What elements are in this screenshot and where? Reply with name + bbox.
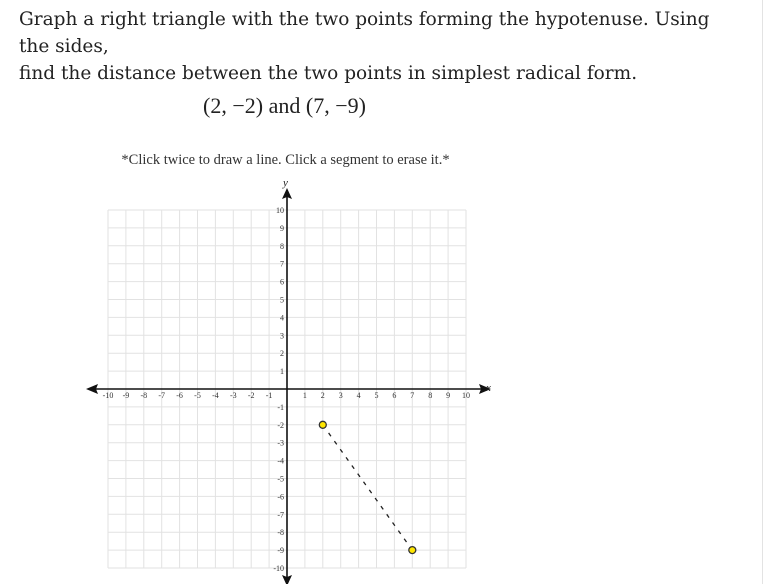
x-tick-label: 10 <box>462 391 470 400</box>
question-line-1: Graph a right triangle with the two points forming the hypotenuse. Using the sides, <box>19 9 710 57</box>
graph-tick-labels <box>103 177 491 573</box>
x-tick-label: 8 <box>428 391 433 400</box>
points-y1: −2 <box>232 93 256 118</box>
x-tick-label: -9 <box>122 391 130 400</box>
y-tick-label: 3 <box>280 331 284 341</box>
x-tick-label: -8 <box>140 391 148 400</box>
x-tick-label: -7 <box>158 391 166 400</box>
y-tick-label: 4 <box>280 313 284 323</box>
x-tick-label: 1 <box>302 391 307 400</box>
points-mid: ) and (7, <box>255 93 336 118</box>
x-tick-label: -10 <box>102 391 114 400</box>
plotted-point[interactable] <box>319 421 326 428</box>
y-tick-label: 10 <box>276 206 284 215</box>
x-tick-label: 5 <box>374 391 379 400</box>
y-tick-label: 8 <box>280 241 284 251</box>
hypotenuse-segment[interactable] <box>323 425 413 550</box>
y-tick-label: -1 <box>277 402 284 412</box>
instruction-text: *Click twice to draw a line. Click a segment to erase it.* <box>121 152 450 168</box>
y-tick-label: 7 <box>280 259 284 269</box>
y-tick-label: 6 <box>280 277 284 287</box>
points-open-1: (2, <box>203 93 233 118</box>
graph-segments[interactable] <box>323 425 413 550</box>
points-close: ) <box>358 93 366 118</box>
y-tick-label: 9 <box>280 223 284 233</box>
y-tick-label: -6 <box>277 492 284 502</box>
x-tick-label: -6 <box>176 391 183 400</box>
x-tick-label: 2 <box>320 391 325 400</box>
x-tick-label: -4 <box>212 391 219 400</box>
x-tick-label: -1 <box>265 391 273 400</box>
x-tick-label: 7 <box>410 391 415 400</box>
x-tick-label: -2 <box>247 391 255 400</box>
y-tick-label: -8 <box>277 528 284 538</box>
x-tick-label: -3 <box>229 391 237 400</box>
x-tick-label: 4 <box>356 391 361 400</box>
plotted-point[interactable] <box>409 547 416 554</box>
y-tick-label: 1 <box>280 367 284 377</box>
y-tick-label: -3 <box>277 438 284 448</box>
y-tick-label: 5 <box>280 295 284 305</box>
x-tick-label: 9 <box>446 391 451 400</box>
graph-points[interactable] <box>319 421 416 553</box>
y-tick-label: -2 <box>277 420 284 430</box>
y-tick-label: -9 <box>277 546 284 556</box>
x-tick-label: -5 <box>194 391 201 400</box>
y-tick-label: -4 <box>277 456 284 466</box>
y-tick-label: 2 <box>280 349 284 359</box>
y-tick-label: -5 <box>277 474 284 484</box>
x-tick-label: 3 <box>338 391 343 400</box>
question-line-2: find the distance between the two points in simplest radical form. <box>19 63 638 84</box>
y-tick-label: -10 <box>273 564 284 573</box>
x-axis-label: x <box>486 382 491 394</box>
x-tick-label: 6 <box>392 391 397 400</box>
points-y2: −9 <box>335 93 359 118</box>
y-axis-label: y <box>283 177 288 189</box>
y-tick-label: -7 <box>277 510 284 520</box>
